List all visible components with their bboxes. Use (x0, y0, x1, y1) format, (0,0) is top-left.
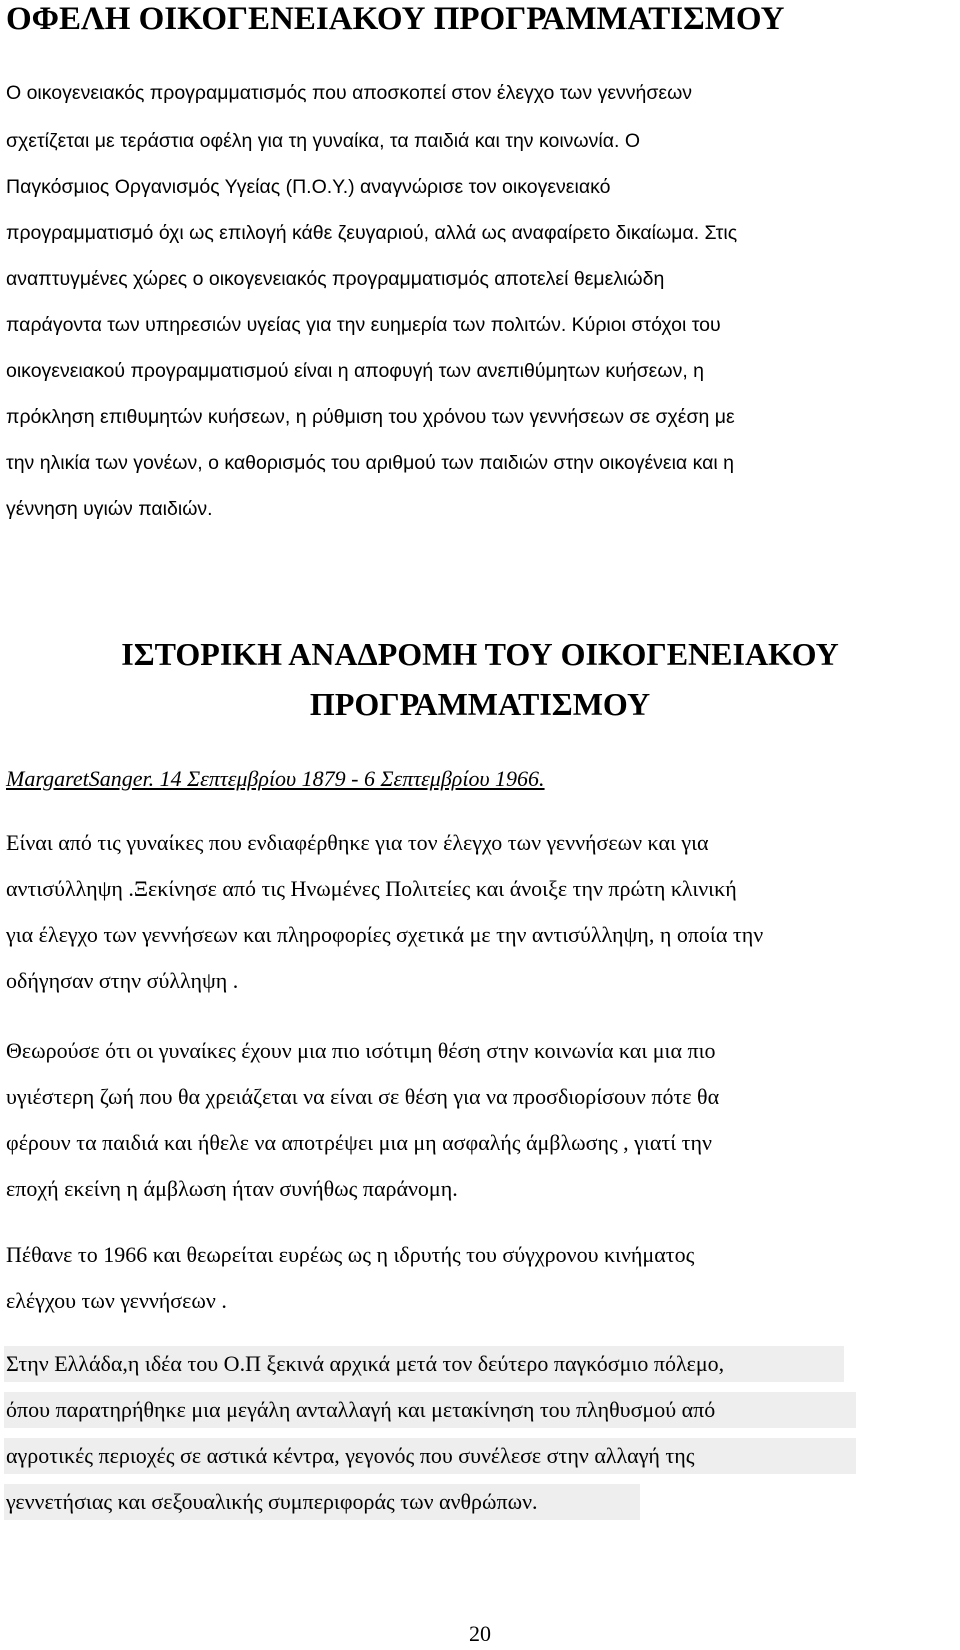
page-title: ΟΦΕΛΗ ΟΙΚΟΓΕΝΕΙΑΚΟΥ ΠΡΟΓΡΑΜΜΑΤΙΣΜΟΥ (6, 1, 785, 37)
intro-line: πρόκληση επιθυμητών κυήσεων, η ρύθμιση του χρόνου των γεννήσεων σε σχέση με (6, 406, 735, 428)
paragraph-line: φέρουν τα παιδιά και ήθελε να αποτρέψει μια μη ασφαλής άμβλωσης , γιατί την (6, 1130, 712, 1155)
paragraph-line: υγιέστερη ζωή που θα χρειάζεται να είναι σε θέση για να προσδιορίσουν πότε θα (6, 1084, 720, 1109)
paragraph-line: εποχή εκείνη η άμβλωση ήταν συνήθως παράνομη. (6, 1176, 458, 1201)
intro-line: Παγκόσμιος Οργανισμός Υγείας (Π.Ο.Υ.) αναγνώρισε τον οικογενειακό (6, 176, 611, 198)
intro-line: παράγοντα των υπηρεσιών υγείας για την ευημερία των πολιτών. Κύριοι στόχοι του (6, 314, 721, 336)
intro-line: αναπτυγμένες χώρες ο οικογενειακός προγραμματισμός αποτελεί θεμελιώδη (6, 268, 665, 290)
paragraph-line: Θεωρούσε ότι οι γυναίκες έχουν μια πιο ισότιμη θέση στην κοινωνία και μια πιο (6, 1038, 716, 1063)
intro-line: οικογενειακού προγραμματισμού είναι η αποφυγή των ανεπιθύμητων κυήσεων, η (6, 360, 705, 382)
paragraph-line: για έλεγχο των γεννήσεων και πληροφορίες σχετικά με την αντισύλληψη, η οποία την (6, 922, 764, 947)
paragraph-line: όπου παρατηρήθηκε μια μεγάλη ανταλλαγή και μετακίνηση του πληθυσμού από (6, 1397, 716, 1422)
intro-line: γέννηση υγιών παιδιών. (6, 498, 213, 520)
paragraph-line: αντισύλληψη .Ξεκίνησε από τις Ηνωμένες Πολιτείες και άνοιξε την πρώτη κλινική (6, 876, 737, 901)
paragraph-line: οδήγησαν στην σύλληψη . (6, 968, 239, 993)
section-heading: ΙΣΤΟΡΙΚΗ ΑΝΑΔΡΟΜΗ ΤΟΥ ΟΙΚΟΓΕΝΕΙΑΚΟΥ (121, 636, 839, 672)
intro-line: σχετίζεται με τεράστια οφέλη για τη γυναίκα, τα παιδιά και την κοινωνία. Ο (6, 130, 640, 152)
paragraph-line: Στην Ελλάδα,η ιδέα του Ο.Π ξεκινά αρχικά μετά τον δεύτερο παγκόσμιο πόλεμο, (6, 1351, 725, 1376)
intro-line: Ο οικογενειακός προγραμματισμός που αποσκοπεί στον έλεγχο των γεννήσεων (6, 82, 693, 104)
page-number: 20 (469, 1621, 491, 1646)
paragraph-line: ελέγχου των γεννήσεων . (6, 1288, 227, 1313)
intro-line: την ηλικία των γονέων, ο καθορισμός του αριθμού των παιδιών στην οικογένεια και η (6, 452, 734, 474)
intro-line: προγραμματισμό όχι ως επιλογή κάθε ζευγαριού, αλλά ως αναφαίρετο δικαίωμα. Στις (6, 222, 738, 244)
byline: MargaretSanger. 14 Σεπτεμβρίου 1879 - 6 Σεπτεμβρίου 1966. (6, 766, 545, 791)
paragraph-line: γεννετήσιας και σεξουαλικής συμπεριφοράς των ανθρώπων. (6, 1489, 538, 1514)
paragraph-line: Πέθανε το 1966 και θεωρείται ευρέως ως η ιδρυτής του σύγχρονου κινήματος (6, 1242, 695, 1267)
paragraph-line: αγροτικές περιοχές σε αστικά κέντρα, γεγονός που συνέλεσε στην αλλαγή της (6, 1443, 695, 1468)
paragraph-line: Είναι από τις γυναίκες που ενδιαφέρθηκε για τον έλεγχο των γεννήσεων και για (6, 830, 709, 855)
section-heading-continued: ΠΡΟΓΡΑΜΜΑΤΙΣΜΟΥ (309, 686, 651, 722)
